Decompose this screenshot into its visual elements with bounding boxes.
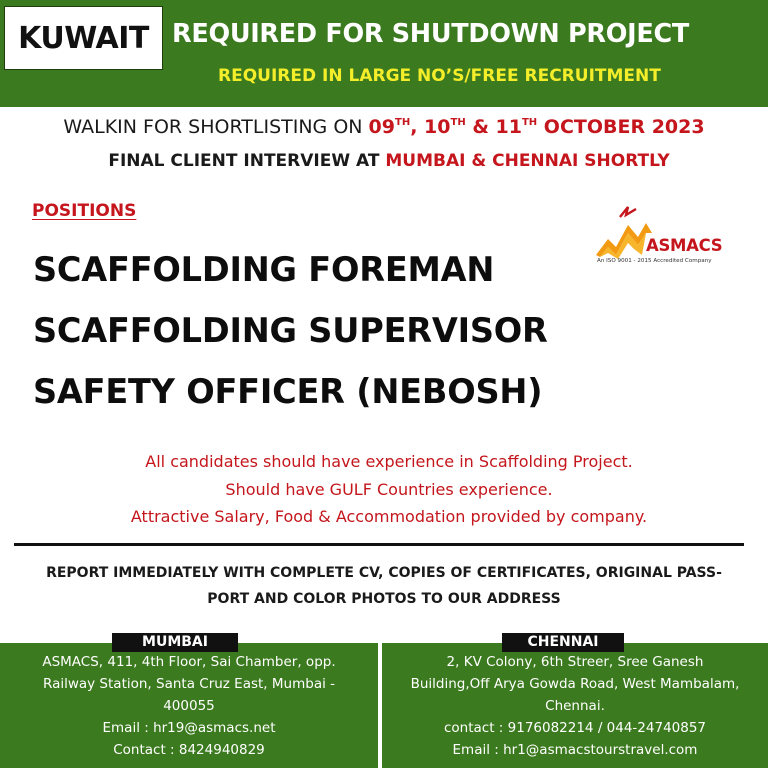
day-1: 09 xyxy=(368,116,395,138)
email-line: Email : hr1@asmacstourstravel.com xyxy=(452,742,698,758)
walkin-dates xyxy=(369,116,705,138)
contact-line: contact : 9176082214 / 044-24740857 xyxy=(443,720,707,736)
walkin-prefix: WALKIN FOR SHORTLISTING ON xyxy=(63,116,369,138)
report-line-2: PORT AND COLOR PHOTOS TO OUR ADDRESS xyxy=(207,591,561,607)
logo-tagline: An ISO 9001 - 2015 Accredited Company xyxy=(597,258,712,264)
requirement-line: Attractive Salary, Food & Accommodation provided by company. xyxy=(130,507,648,526)
section-divider xyxy=(14,543,744,546)
day-3-suffix: TH xyxy=(521,117,538,128)
contact-line: Contact : 8424940829 xyxy=(113,742,265,758)
email-line: Email : hr19@asmacs.net xyxy=(102,720,276,736)
office-address-chennai xyxy=(382,651,768,761)
address-line: ASMACS, 411, 4th Floor, Sai Chamber, opp. xyxy=(42,654,336,670)
address-line: 2, KV Colony, 6th Streer, Sree Ganesh xyxy=(446,654,704,670)
country-name: KUWAIT xyxy=(18,20,149,56)
requirement-line: Should have GULF Countries experience. xyxy=(225,480,553,499)
month-year: OCTOBER 2023 xyxy=(537,116,705,138)
office-chennai xyxy=(382,634,768,768)
header-banner xyxy=(0,0,768,107)
page-title: REQUIRED FOR SHUTDOWN PROJECT xyxy=(172,19,689,49)
address-line: Building,Off Arya Gowda Road, West Mambalam, xyxy=(410,676,740,692)
report-line-1: REPORT IMMEDIATELY WITH COMPLETE CV, COPIES OF CERTIFICATES, ORIGINAL PASS- xyxy=(46,565,722,581)
address-line: Chennai. xyxy=(545,698,605,714)
positions-heading: POSITIONS xyxy=(32,201,137,221)
address-line: 400055 xyxy=(163,698,215,714)
office-label-mumbai: MUMBAI xyxy=(112,633,238,652)
page-subtitle: REQUIRED IN LARGE NO’S/FREE RECRUITMENT xyxy=(218,66,661,86)
interview-line xyxy=(0,151,768,171)
country-badge xyxy=(4,6,163,70)
requirement-line: All candidates should have experience in Scaffolding Project. xyxy=(145,452,633,471)
day-2-suffix: TH xyxy=(450,117,466,128)
date-sep-1: , xyxy=(410,116,425,138)
day-1-suffix: TH xyxy=(395,117,411,128)
logo-name: ASMACS xyxy=(646,236,723,255)
day-2: 10 xyxy=(424,116,451,138)
address-line: Railway Station, Santa Cruz East, Mumbai - xyxy=(42,676,336,692)
day-3: 11 xyxy=(495,116,522,138)
office-label-chennai: CHENNAI xyxy=(502,633,624,652)
position-item: SAFETY OFFICER (NEBOSH) xyxy=(33,372,543,411)
walkin-line xyxy=(0,116,768,138)
interview-cities: MUMBAI & CHENNAI SHORTLY xyxy=(385,151,670,171)
position-item: SCAFFOLDING FOREMAN xyxy=(33,250,495,289)
interview-prefix: FINAL CLIENT INTERVIEW AT xyxy=(108,151,386,171)
report-instructions xyxy=(12,560,756,612)
position-item: SCAFFOLDING SUPERVISOR xyxy=(33,311,548,350)
office-mumbai xyxy=(0,634,378,768)
date-sep-2: & xyxy=(465,116,496,138)
office-address-mumbai xyxy=(0,651,378,761)
